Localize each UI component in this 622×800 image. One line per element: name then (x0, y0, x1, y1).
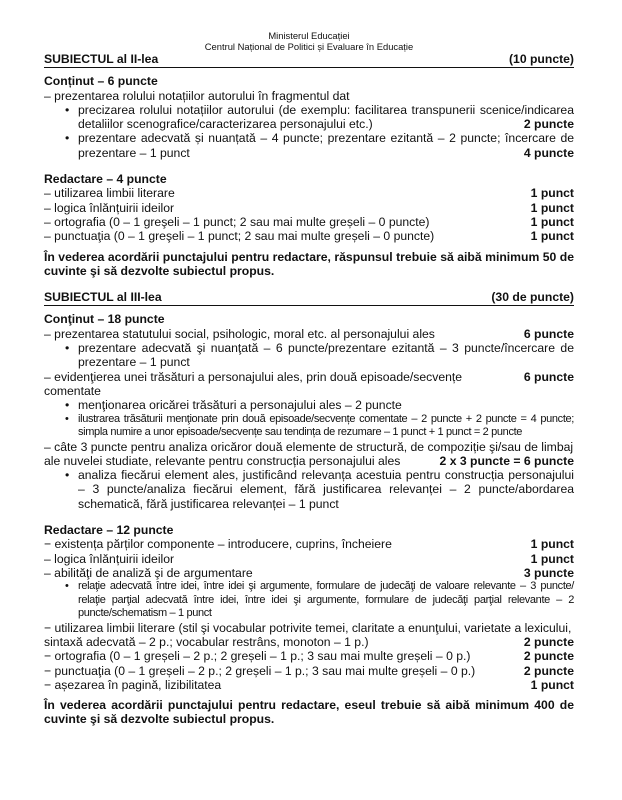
s3-redact-row: – abilităţi de analiză şi de argumentare 3 puncte (44, 565, 574, 580)
s2-bullet-1-points: 2 puncte (523, 117, 574, 132)
s2-redact-row: – utilizarea limbii literare 1 punct (44, 186, 574, 201)
s2-redact-row: – punctuaţia (0 – 1 greşeli – 1 punct; 2 sau mai multe greșeli – 0 puncte) 1 punct (44, 229, 574, 244)
s3-item-3-bullet: • analiza fiecărui element ales, justificând relevanța acestuia pentru construcția personajului – 3 puncte/analiza fiecărui element, fără justificarea relevanței – 2 puncte/abordarea schematică, fără justificarea relevanței – 1 punct (44, 468, 574, 511)
s3-redact-heading: Redactare – 12 puncte (44, 523, 174, 538)
s2-redact-row: – ortografia (0 – 1 greşeli – 1 punct; 2 sau mai multe greșeli – 0 puncte) 1 punct (44, 214, 574, 229)
s3-redact-row: − punctuaţia (0 – 1 greșeli – 2 p.; 2 greșeli – 1 p.; 3 sau mai multe greșeli – 0 p.) 2 puncte (44, 663, 574, 678)
s2-content-item: – prezentarea rolului notațiilor autorului în fragmentul dat (44, 88, 350, 103)
s3-item-2-bullet-2: • ilustrarea trăsăturii menţionate prin două episoade/secvențe comentate – 2 puncte + 2 puncte = 4 puncte; simpla numire a unor episoade/secvențe sau tendința de rezumare – 1 punct + 1 punct = 2 puncte (44, 413, 574, 440)
s3-redact-row: − ortografia (0 – 1 greșeli – 2 p.; 2 greșeli – 1 p.; 3 sau mai multe greșeli – 0 p.) 2 puncte (44, 649, 574, 664)
s3-item-2: – evidenţierea unei trăsături a personajului ales, prin două episoade/secvențe comentate 6 puncte (44, 369, 574, 398)
center-name: Centrul Național de Politici și Evaluare în Educație (204, 41, 414, 52)
s2-bullet-1: • precizarea rolului notațiilor autorului (de exemplu: facilitarea transpunerii scenice/indicarea detaliilor scenografice/caracterizarea personajului etc.) 2 puncte (44, 103, 574, 132)
subject-3-title: SUBIECTUL al III-lea (44, 290, 162, 305)
s2-bullet-2-points: 4 puncte (523, 145, 574, 160)
subject-2-points: (10 puncte) (508, 52, 574, 66)
s2-note: În vederea acordării punctajului pentru redactare, răspunsul trebuie să aibă minimum 50 de cuvinte şi să dezvolte subiectul propus. (44, 249, 574, 278)
s3-redact-bullet: • relaţie adecvată între idei, între idei şi argumente, formulare de judecăţi de valoare relevante – 3 puncte/ relaţie parţial adecvată între idei, între idei şi argumente, formulare de judecăţi parţial relevante – 2 puncte/schematism – 1 punct (44, 580, 574, 621)
s3-item-2-bullet-1: • menţionarea oricărei trăsături a personajului ales – 2 puncte (44, 398, 574, 412)
scoring-document (44, 30, 574, 727)
s3-content-heading: Conţinut – 18 puncte (44, 312, 165, 327)
s3-item-3-line-b: ale nuvelei studiate, relevante pentru construcția personajului ales 2 x 3 puncte = 6 puncte (44, 453, 574, 468)
s3-lit-line-b: sintaxă adecvată – 2 p.; vocabular restrâns, monoton – 1 p.) 2 puncte (44, 635, 574, 649)
s3-note: În vederea acordării punctajului pentru redactare, eseul trebuie să aibă minimum 400 de cuvinte şi să dezvolte subiectul propus. (44, 698, 574, 727)
document-header (44, 30, 574, 52)
subject-2-title: SUBIECTUL al II-lea (44, 52, 159, 66)
s2-redact-row: – logica înlănțuirii ideilor 1 punct (44, 200, 574, 215)
s2-redact-heading: Redactare – 4 puncte (44, 172, 167, 187)
s3-lit-line-a: − utilizarea limbii literare (stil şi vocabular potrivite temei, claritate a enunţului, varietate a lexicului, (44, 620, 572, 635)
subject-2-title-bar (44, 52, 574, 68)
s2-content-heading: Conținut – 6 puncte (44, 74, 158, 89)
s3-item-3-line-a: – câte 3 puncte pentru analiza oricăror două elemente de structură, de compoziție şi/sau de limbaj (44, 439, 574, 454)
ministry-name: Ministerul Educației (268, 30, 350, 41)
s3-item-1-bullet: • prezentare adecvată şi nuanţată – 6 puncte/prezentare ezitantă – 3 puncte/încercare de prezentare – 1 punct (44, 341, 574, 370)
s2-bullet-2: • prezentare adecvată și nuanțată – 4 puncte; prezentare ezitantă – 2 puncte; încercare de prezentare – 1 punct 4 puncte (44, 131, 574, 160)
s3-redact-row: − existența părților componente – introducere, cuprins, încheiere 1 punct (44, 537, 574, 552)
s3-redact-row: − așezarea în pagină, lizibilitatea 1 punct (44, 677, 574, 692)
s3-redact-row: – logica înlănțuirii ideilor 1 punct (44, 551, 574, 566)
subject-3-title-bar (44, 290, 574, 306)
s3-item-1: – prezentarea statutului social, psihologic, moral etc. al personajului ales 6 puncte (44, 326, 574, 341)
subject-3-points: (30 de puncte) (491, 290, 574, 305)
